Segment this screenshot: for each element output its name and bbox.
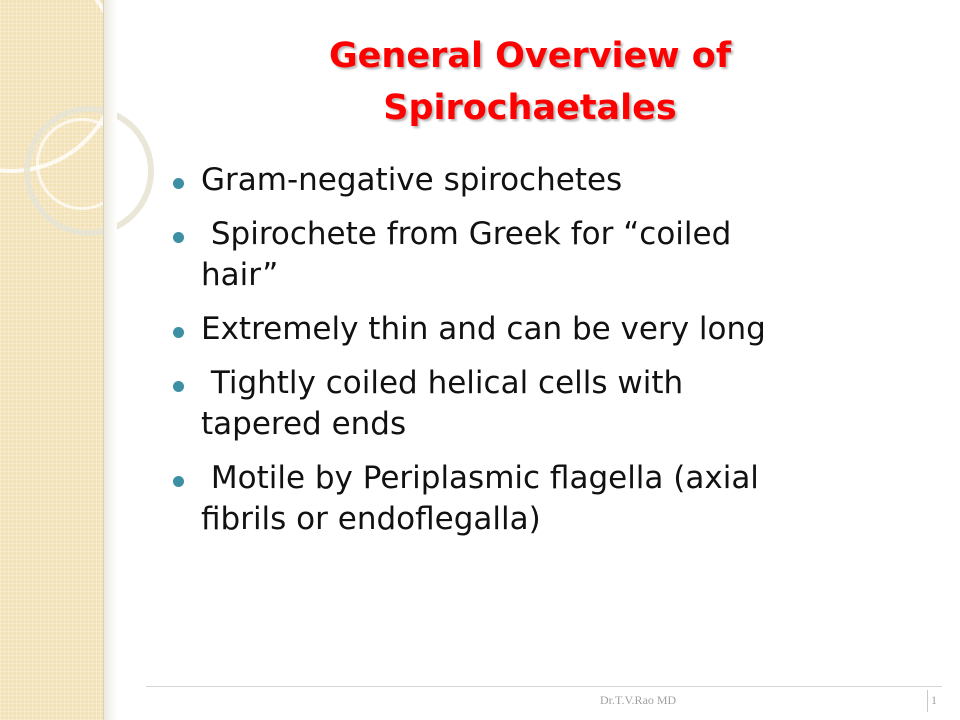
bullet-text-line: Spirochete from Greek for “coiled [201,216,732,252]
title-line: Spirochaetales [383,88,677,128]
bullet-text-line: Motile by Periplasmic flagella (axial [201,460,759,496]
bullet-text-line: tapered ends [201,406,407,442]
bullet-text-line: fibrils or endoflegalla) [201,501,541,537]
bullet-item [173,363,933,445]
bullet-item [173,309,933,350]
bullet-text-line: Tightly coiled helical cells with [201,365,684,401]
bullet-item [173,458,933,540]
footer-author: Dr.T.V.Rao MD [600,693,677,707]
footer-rule [146,686,942,687]
page-number: 1 [931,693,937,707]
bullet-dot-icon [173,178,184,189]
bullet-text-line: Extremely thin and can be very long [201,311,766,347]
bullet-dot-icon [173,476,184,487]
bullet-dot-icon [173,381,184,392]
bullet-item [173,214,933,296]
panel-edge-shadow [103,0,117,720]
panel-divider [103,0,104,720]
bullet-item [173,160,933,201]
decorative-side-panel [0,0,103,720]
slide-title [150,30,910,134]
bullet-dot-icon [173,327,184,338]
title-line: General Overview of [328,36,732,76]
bullet-dot-icon [173,232,184,243]
bullet-text-line: Gram-negative spirochetes [201,162,623,198]
footer-divider [927,690,928,712]
bullet-text-line: hair” [201,257,279,293]
bullet-list [173,160,933,553]
